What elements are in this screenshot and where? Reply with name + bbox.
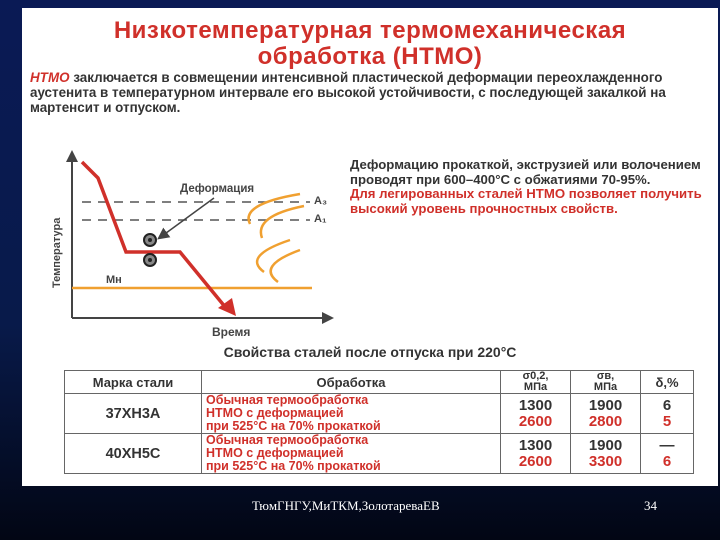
header-sigmab-symbol: σв, xyxy=(596,370,615,382)
value-ntmo: 5 xyxy=(662,412,672,430)
value-ordinary: — xyxy=(659,436,675,454)
row-sigmab xyxy=(571,434,641,474)
treatment-line: Обычная термообработка xyxy=(206,393,369,407)
description-paragraph-2: Для легированных сталей НТМО позволяет получить высокий уровень прочностных свойств. xyxy=(350,186,702,216)
intro-abbr: НТМО xyxy=(30,70,70,85)
footer-page-number: 34 xyxy=(644,498,657,513)
row-treatment xyxy=(202,434,501,474)
header-sigmab xyxy=(571,371,641,394)
deformation-pointer xyxy=(162,198,214,236)
row-sigma02 xyxy=(501,394,571,434)
header-treatment: Обработка xyxy=(202,371,501,394)
row-sigmab xyxy=(571,394,641,434)
slide xyxy=(22,8,718,486)
header-sigma02 xyxy=(501,371,571,394)
a1-label: A₁ xyxy=(314,213,327,225)
y-axis-arrow-icon xyxy=(66,150,78,162)
x-axis-label: Время xyxy=(212,325,251,339)
a3-label: A₃ xyxy=(314,195,328,207)
properties-title: Свойства сталей после отпуска при 220°С xyxy=(223,344,517,360)
value-ntmo: 2600 xyxy=(518,452,553,470)
treatment-line: НТМО с деформацией xyxy=(206,446,344,460)
x-axis-arrow-icon xyxy=(322,312,334,324)
mn-label: Мн xyxy=(106,274,122,286)
intro-text: заключается в совмещении интенсивной пластической деформации переохлажденного аустенита в температурном интервале его высокой устойчивости, с последующей закалкой на мартенсит и отпуском. xyxy=(30,70,666,115)
value-ordinary: 1900 xyxy=(588,436,623,454)
description-paragraph-1: Деформацию прокаткой, экструзией или волочением проводят при 600–400°С с обжатиями 70-95%. xyxy=(350,157,701,187)
value-ntmo: 3300 xyxy=(588,452,623,470)
row-grade: 40ХН5С xyxy=(65,434,202,474)
treatment-line: Обычная термообработка xyxy=(206,433,369,447)
treatment-line: НТМО с деформацией xyxy=(206,406,344,420)
row-sigma02 xyxy=(501,434,571,474)
header-delta: δ,% xyxy=(641,371,694,394)
value-ordinary: 1300 xyxy=(518,396,553,414)
value-ntmo: 2800 xyxy=(588,412,623,430)
value-ordinary: 1900 xyxy=(588,396,623,414)
slide-title-line2: обработка (НТМО) xyxy=(257,43,483,70)
table-row xyxy=(65,394,694,434)
deformation-label: Деформация xyxy=(180,183,255,195)
properties-table xyxy=(64,370,694,474)
treatment-line: при 525°С на 70% прокаткой xyxy=(206,459,381,473)
header-sigma02-unit: МПа xyxy=(523,381,548,393)
value-ntmo: 2600 xyxy=(518,412,553,430)
value-ordinary: 1300 xyxy=(518,436,553,454)
row-delta xyxy=(641,434,694,474)
header-sigmab-unit: МПа xyxy=(593,381,618,393)
header-sigma02-symbol: σ0,2, xyxy=(522,370,549,382)
value-ntmo: 6 xyxy=(662,452,672,470)
header-grade: Марка стали xyxy=(65,371,202,394)
row-treatment xyxy=(202,394,501,434)
slide-title-line1: Низкотемпературная термомеханическая xyxy=(113,17,627,44)
right-description xyxy=(350,158,710,216)
table-row xyxy=(65,434,694,474)
c-curves xyxy=(249,194,304,282)
footer-author: ТюмГНГУ,МиТКМ,ЗолотареваЕВ xyxy=(252,498,440,513)
table-header-row xyxy=(65,371,694,394)
row-grade: 37ХН3А xyxy=(65,394,202,434)
value-ordinary: 6 xyxy=(662,396,672,414)
y-axis-label: Температура xyxy=(51,217,63,288)
treatment-diagram xyxy=(42,148,342,343)
row-delta xyxy=(641,394,694,434)
treatment-line: при 525°С на 70% прокаткой xyxy=(206,419,381,433)
intro-paragraph xyxy=(30,70,716,115)
